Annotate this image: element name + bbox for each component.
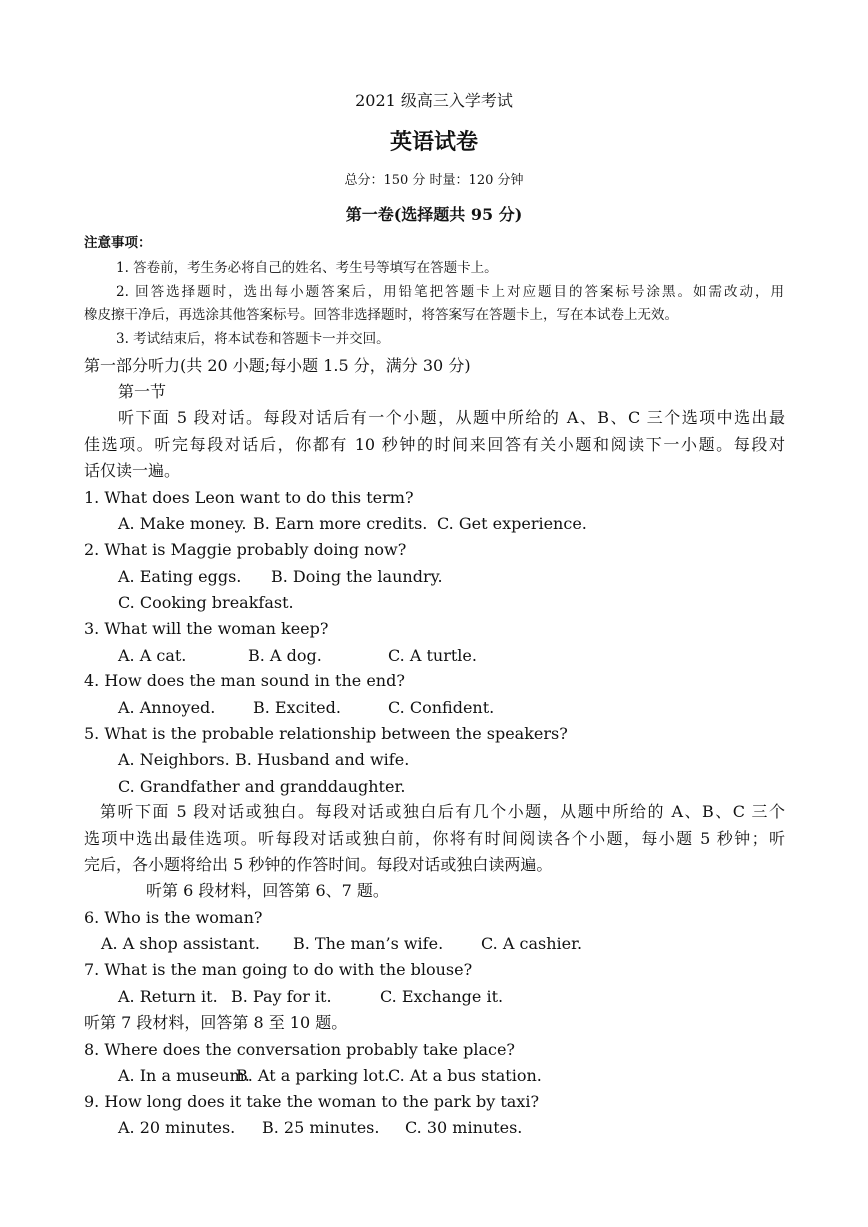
option-a: A. A shop assistant.: [101, 934, 260, 953]
option-b: B. Doing the laundry.: [271, 567, 443, 586]
instruction-line: 听下面 5 段对话。每段对话后有一个小题，从题中所给的 A、B、C 三个选项中选出最: [118, 408, 785, 427]
option-b: B. A dog.: [248, 646, 322, 665]
option-a: A. 20 minutes.: [118, 1118, 236, 1137]
option-a: A. A cat.: [118, 646, 187, 665]
option-b: B. 25 minutes.: [262, 1118, 380, 1137]
option-c: C. Grandfather and granddaughter.: [118, 777, 406, 796]
volume-title: 第一卷(选择题共 95 分): [345, 205, 523, 224]
instruction-line: 选项中选出最佳选项。听每段对话或独白前，你将有时间阅读各个小题，每小题 5 秒钟；听: [84, 829, 785, 848]
option-b: B. The man’s wife.: [293, 934, 444, 953]
note-item-continued: 橡皮擦干净后，再选涂其他答案标号。回答非选择题时，将答案写在答题卡上，写在本试卷上无效。: [84, 307, 678, 323]
option-c: C. Cooking breakfast.: [118, 593, 294, 612]
score-time: 总分：150 分 时量：120 分钟: [344, 173, 524, 188]
option-a: A. Make money.: [118, 514, 247, 533]
option-c: C. A cashier.: [481, 934, 583, 953]
question-stem: 9. How long does it take the woman to the park by taxi?: [84, 1092, 540, 1111]
notes-heading: 注意事项：: [84, 235, 152, 251]
option-a: A. Return it.: [118, 987, 218, 1006]
note-item: 3. 考试结束后，将本试卷和答题卡一并交回。: [116, 331, 390, 347]
note-item: 1. 答卷前，考生务必将自己的姓名、考生号等填写在答题卡上。: [116, 260, 498, 276]
question-stem: 7. What is the man going to do with the blouse?: [84, 960, 473, 979]
question-stem: 1. What does Leon want to do this term?: [84, 488, 414, 507]
option-c: C. Confident.: [388, 698, 495, 717]
exam-title: 2021 级高三入学考试: [355, 91, 513, 110]
option-b: B. At a parking lot.: [236, 1066, 390, 1085]
subject-title: 英语试卷: [389, 129, 478, 155]
question-stem: 4. How does the man sound in the end?: [84, 671, 405, 690]
option-c: C. Get experience.: [437, 514, 587, 533]
instruction-line: 第听下面 5 段对话或独白。每段对话或独白后有几个小题，从题中所给的 A、B、C 三个: [100, 802, 785, 821]
question-stem: 2. What is Maggie probably doing now?: [84, 540, 407, 559]
option-c: C. Exchange it.: [380, 987, 504, 1006]
part1-heading: 第一部分听力(共 20 小题;每小题 1.5 分，满分 30 分): [84, 356, 471, 375]
option-a: A. Annoyed.: [118, 698, 216, 717]
note-item: 2. 回答选择题时，选出每小题答案后，用铅笔把答题卡上对应题目的答案标号涂黑。如需改动，用: [116, 284, 784, 300]
material-heading: 听第 6 段材料，回答第 6、7 题。: [146, 881, 389, 900]
option-b: B. Pay for it.: [231, 987, 332, 1006]
option-a: A. Eating eggs.: [118, 567, 242, 586]
instruction-line: 佳选项。听完每段对话后，你都有 10 秒钟的时间来回答有关小题和阅读下一小题。每段对: [84, 435, 785, 454]
question-stem: 6. Who is the woman?: [84, 908, 263, 927]
instruction-line: 完后，各小题将给出 5 秒钟的作答时间。每段对话或独白读两遍。: [84, 855, 553, 874]
option-b: B. Excited.: [253, 698, 341, 717]
option-c: C. A turtle.: [388, 646, 477, 665]
question-stem: 3. What will the woman keep?: [84, 619, 329, 638]
question-stem: 5. What is the probable relationship between the speakers?: [84, 724, 568, 743]
option-a: A. Neighbors.: [118, 750, 230, 769]
option-c: C. At a bus station.: [388, 1066, 542, 1085]
option-c: C. 30 minutes.: [405, 1118, 523, 1137]
section1-heading: 第一节: [118, 382, 167, 401]
option-b: B. Earn more credits.: [253, 514, 428, 533]
option-b: B. Husband and wife.: [235, 750, 410, 769]
instruction-line: 话仅读一遍。: [84, 461, 181, 480]
option-a: A. In a museum.: [118, 1066, 250, 1085]
material-heading: 听第 7 段材料，回答第 8 至 10 题。: [84, 1013, 348, 1032]
question-stem: 8. Where does the conversation probably take place?: [84, 1040, 515, 1059]
